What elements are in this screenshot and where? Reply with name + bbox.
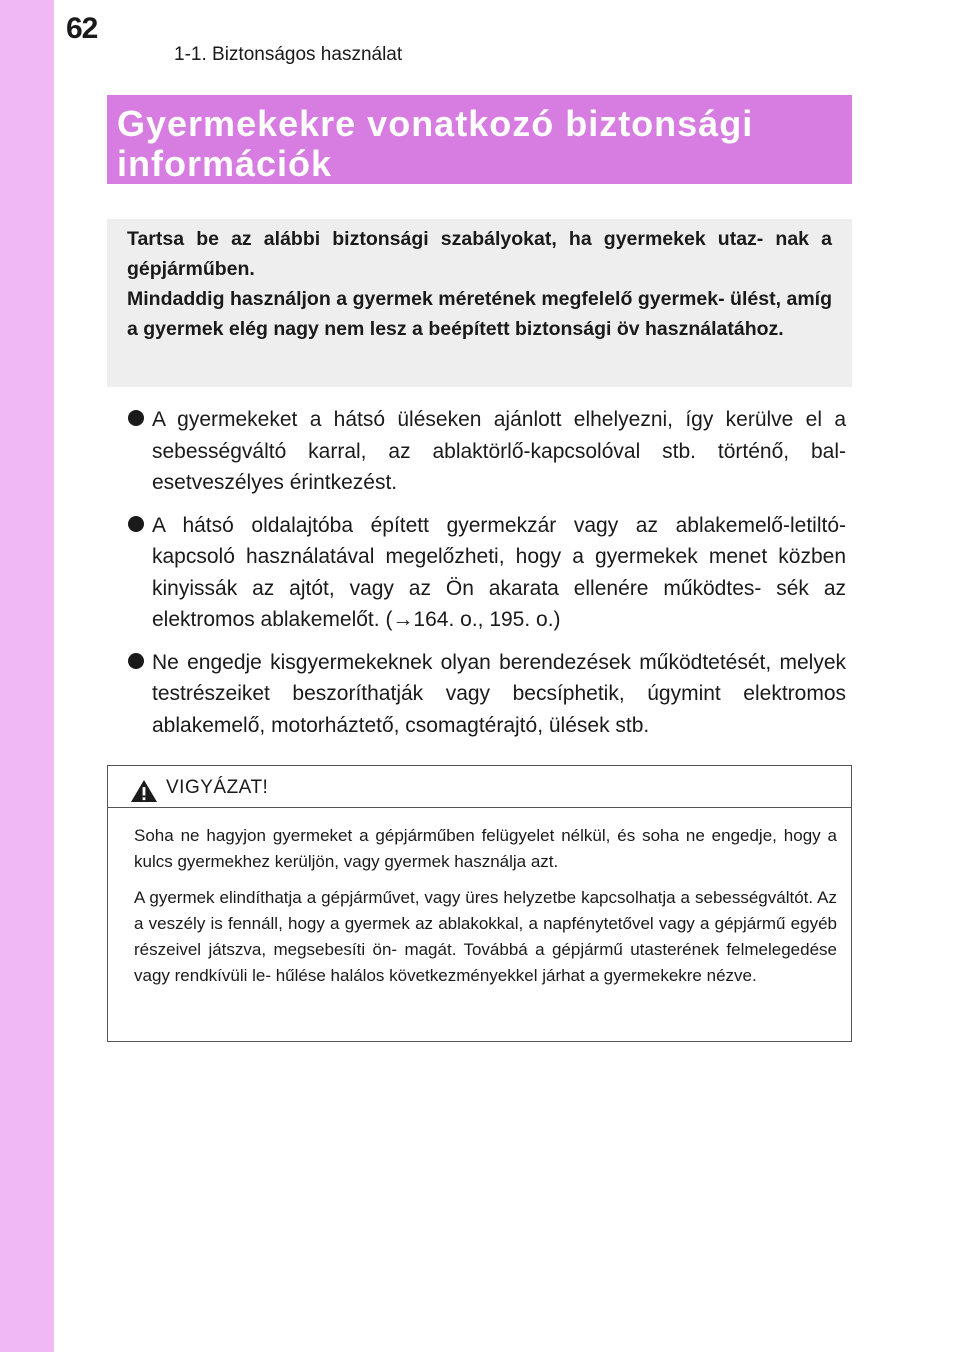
title-band xyxy=(107,95,852,184)
bullet-dot-icon xyxy=(128,653,144,669)
list-item xyxy=(128,510,846,636)
bullet-text: A hátsó oldalajtóba épített gyermekzár vagy az ablakemelő-letiltó- kapcsoló használatával megelőzheti, hogy a gyermekek menet közben kinyissák az ajtót, vagy az Ön akarata ellenére működtes- sék az elektromos ablakemelőt. (→164. o., 195. o.) xyxy=(152,513,846,631)
page-number: 62 xyxy=(66,12,98,45)
page-title-line-1: Gyermekekre vonatkozó biztonsági xyxy=(117,103,754,144)
bullet-text: A gyermekeket a hátsó üléseken ajánlott elhelyezni, így kerülve el a sebességváltó karral, az ablaktörlő-kapcsolóval stb. történő, bal- esetveszélyes érintkezést. xyxy=(152,408,846,494)
warning-box xyxy=(107,765,852,1042)
page-title xyxy=(117,104,838,184)
intro-paragraph-2: Mindaddig használjon a gyermek méretének megfelelő gyermek- ülést, amíg a gyermek elég nagy nem lesz a beépített biztonsági öv használatához. xyxy=(127,288,832,340)
warning-paragraph-1: Soha ne hagyjon gyermeket a gépjárműben felügyelet nélkül, és soha ne engedje, hogy a kulcs gyermekhez kerüljön, vagy gyermek használja azt. xyxy=(134,826,837,871)
warning-triangle-icon xyxy=(130,779,158,808)
section-header: 1-1. Biztonságos használat xyxy=(174,44,403,65)
warning-title: VIGYÁZAT! xyxy=(166,777,269,798)
list-item xyxy=(128,404,846,499)
warning-header xyxy=(108,766,851,808)
warning-body xyxy=(108,808,851,989)
intro-box xyxy=(107,219,852,387)
bullet-list xyxy=(128,404,846,752)
bullet-dot-icon xyxy=(128,516,144,532)
bullet-text: Ne engedje kisgyermekeknek olyan berendezések működtetését, melyek testrészeiket beszoríthatják vagy becsíphetik, úgymint elektromos ablakemelő, motorháztető, csomagtérajtó, ülések stb. xyxy=(152,650,846,737)
page-title-line-2: információk xyxy=(117,143,333,184)
intro-paragraph-1: Tartsa be az alábbi biztonsági szabályokat, ha gyermekek utaz- nak a gépjárműben. xyxy=(127,228,832,280)
side-strip xyxy=(0,0,54,1352)
list-item xyxy=(128,647,846,742)
bullet-dot-icon xyxy=(128,410,144,426)
warning-paragraph-2: A gyermek elindíthatja a gépjárművet, vagy üres helyzetbe kapcsolhatja a sebességváltót. Az a veszély is fennáll, hogy a gyermek az ablakokkal, a napfénytetővel vagy a gépjármű egyéb részeivel játszva, megsebesíti ön- magát. Továbbá a gépjármű utasterének felmelegedése vagy rendkívüli le- hűlése halálos következményekkel járhat a gyermekekre nézve. xyxy=(134,888,837,985)
